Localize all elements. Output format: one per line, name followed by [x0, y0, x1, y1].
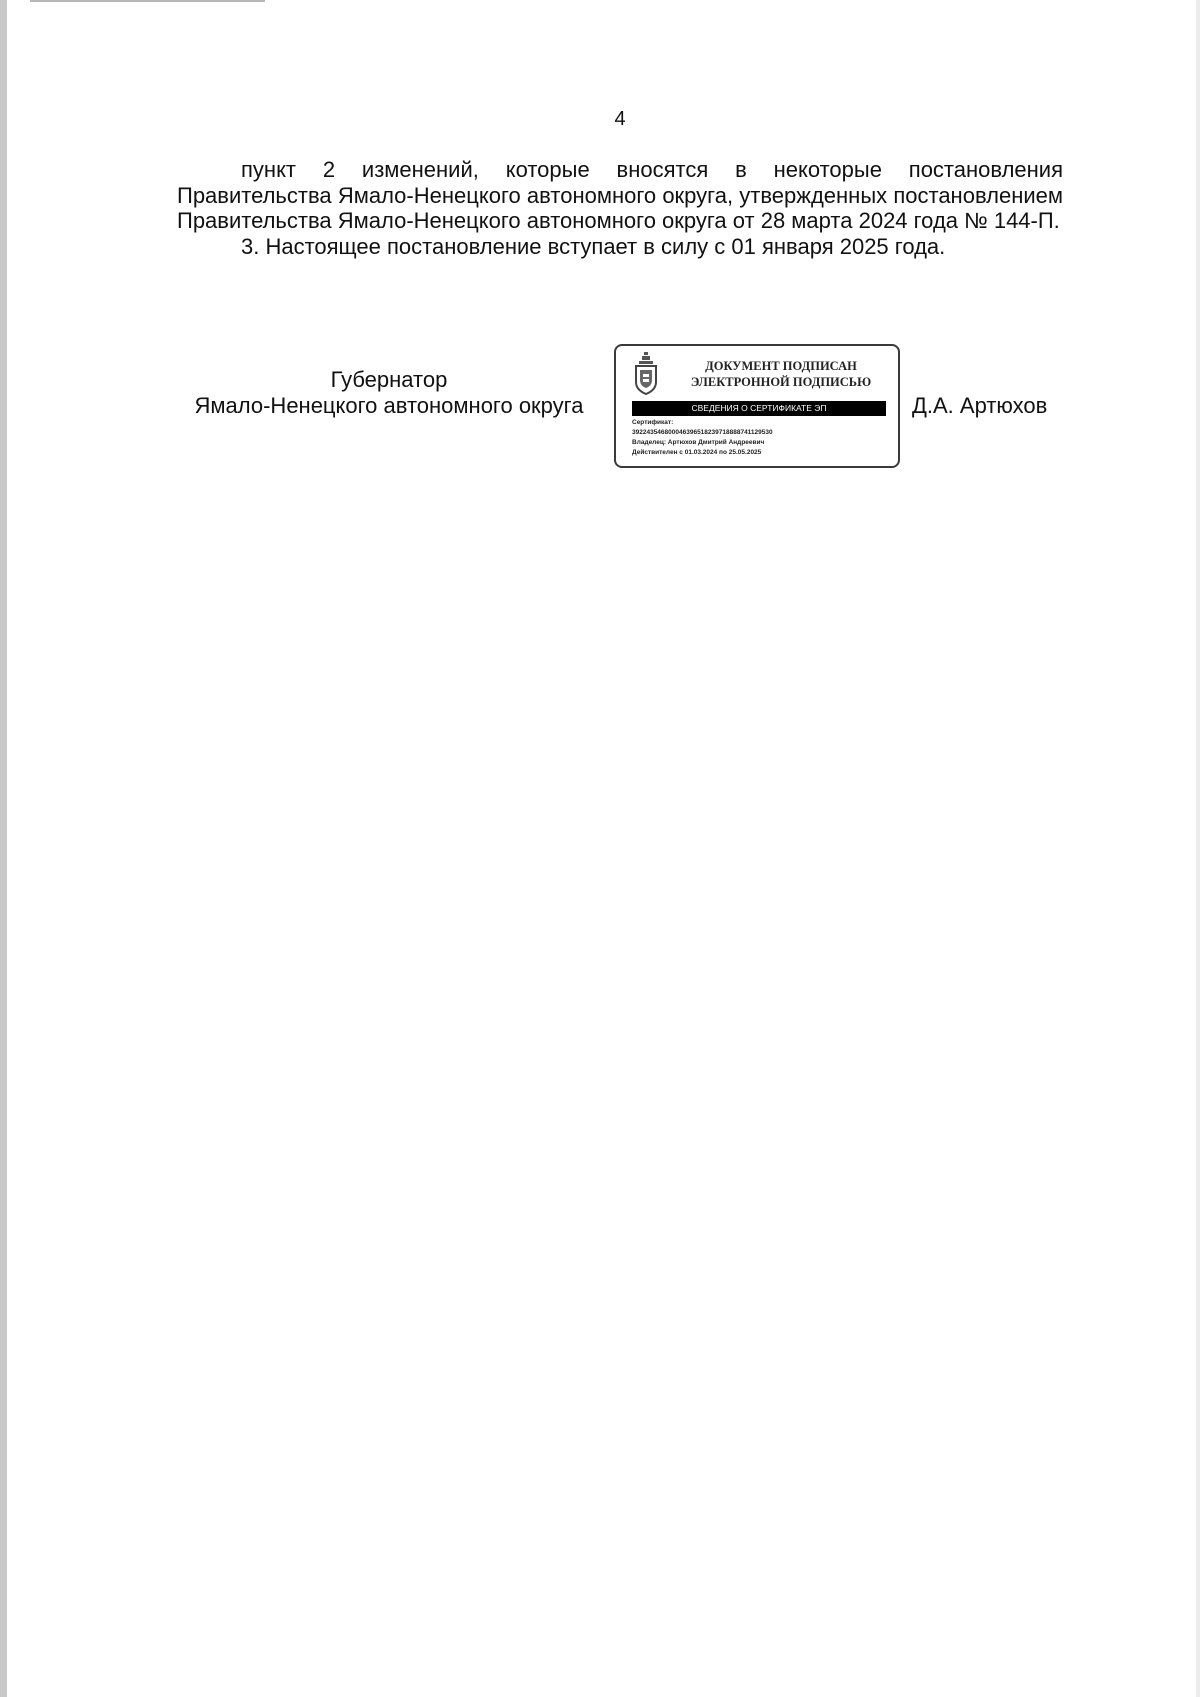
- signatory-position-line-1: Губернатор: [330, 367, 448, 392]
- stamp-owner: Владелец: Артюхов Дмитрий Андреевич: [632, 439, 765, 446]
- stamp-certificate-number: 392243546800046396518239718888741129530: [632, 429, 773, 436]
- body-text: [177, 157, 1063, 259]
- stamp-certificate-bar: СВЕДЕНИЯ О СЕРТИФИКАТЕ ЭП: [632, 401, 886, 416]
- stamp-title: [668, 358, 894, 390]
- stamp-validity: Действителен с 01.03.2024 по 25.05.2025: [632, 449, 762, 456]
- signer-name: Д.А. Артюхов: [912, 393, 1048, 418]
- scan-edge-top: [30, 0, 265, 2]
- scan-edge-right: [1196, 0, 1200, 1697]
- stamp-title-line-2: ЭЛЕКТРОННОЙ ПОДПИСЬЮ: [690, 375, 872, 389]
- stamp-certificate-details: [632, 418, 894, 458]
- signatory-position: [177, 367, 601, 419]
- stamp-title-line-1: ДОКУМЕНТ ПОДПИСАН: [705, 359, 857, 373]
- stamp-certificate-label: Сертификат:: [632, 419, 674, 426]
- coat-of-arms-icon: [632, 352, 660, 396]
- paragraph-effective-date: 3. Настоящее постановление вступает в силу с 01 января 2025 года.: [241, 233, 946, 259]
- signatory-position-line-2: Ямало-Ненецкого автономного округа: [194, 393, 584, 418]
- scan-edge-left: [0, 0, 7, 1697]
- paragraph-amendment-reference: пункт 2 изменений, которые вносятся в некоторые постановления Правительства Ямало-Ненецкого автономного округа, утвержденных постановлением Правительства Ямало-Ненецкого автономного округа от 28 марта 2024 года № 144-П.: [177, 157, 1063, 233]
- electronic-signature-stamp: [614, 344, 900, 468]
- page-number: 4: [614, 108, 626, 130]
